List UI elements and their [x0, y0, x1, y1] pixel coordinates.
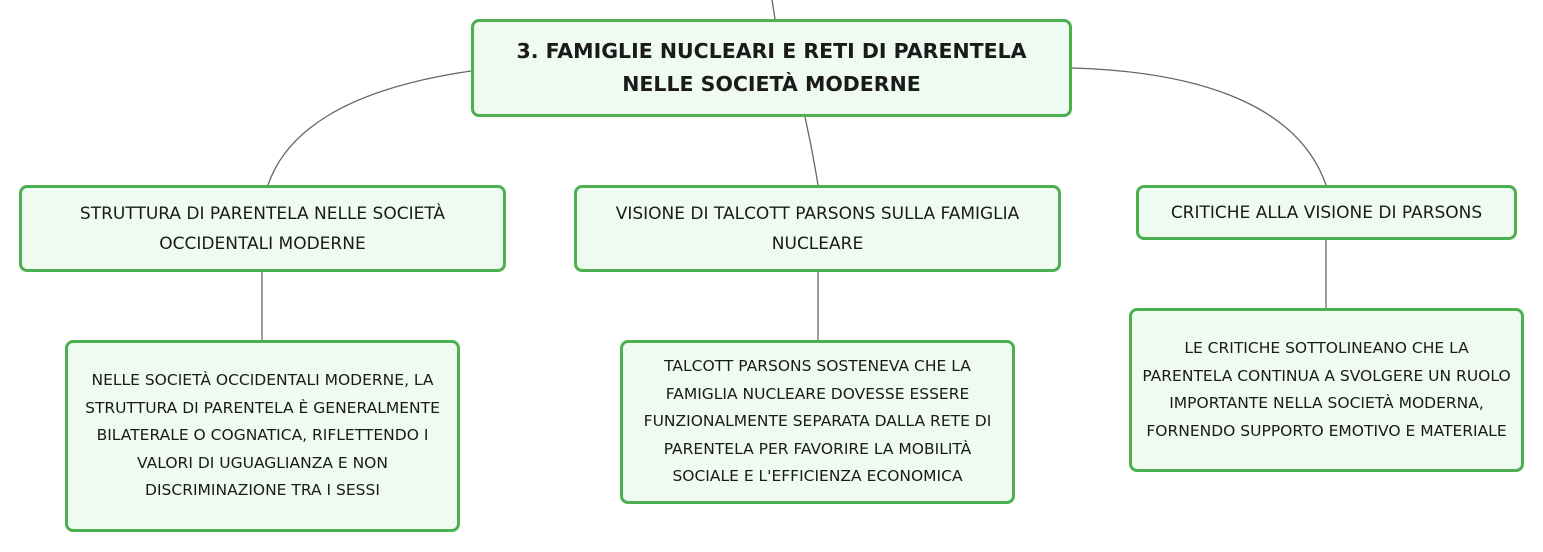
- topic-label-critiche-parsons: CRITICHE ALLA VISIONE DI PARSONS: [1170, 202, 1483, 223]
- topic-label-struttura-parentela: STRUTTURA DI PARENTELA NELLE SOCIETÀ OCCIDENTALI MODERNE: [79, 203, 446, 254]
- topic-node-struttura-parentela[interactable]: [19, 185, 506, 272]
- detail-node-visione-parsons[interactable]: [620, 340, 1015, 504]
- detail-text-struttura-parentela: NELLE SOCIETÀ OCCIDENTALI MODERNE, LA STRUTTURA DI PARENTELA È GENERALMENTE BILATERALE O COGNATICA, RIFLETTENDO I VALORI DI UGUAGLIANZA E NON DISCRIMINAZIONE TRA I SESSI: [85, 371, 440, 500]
- topic-label-visione-parsons: VISIONE DI TALCOTT PARSONS SULLA FAMIGLIA NUCLEARE: [615, 203, 1020, 254]
- connector-root-to-visione: [805, 117, 818, 185]
- detail-node-struttura-parentela[interactable]: [65, 340, 460, 532]
- connector-root-to-struttura: [268, 71, 471, 185]
- connector-root-to-critiche: [1072, 68, 1326, 185]
- topic-node-visione-parsons[interactable]: [574, 185, 1061, 272]
- root-topic-node[interactable]: [471, 19, 1072, 117]
- detail-node-critiche-parsons[interactable]: [1129, 308, 1524, 472]
- connector-parent-to-root: [772, 0, 775, 19]
- root-topic-label: 3. FAMIGLIE NUCLEARI E RETI DI PARENTELA NELLE SOCIETÀ MODERNE: [516, 39, 1027, 96]
- detail-text-visione-parsons: TALCOTT PARSONS SOSTENEVA CHE LA FAMIGLIA NUCLEARE DOVESSE ESSERE FUNZIONALMENTE SEPARATA DALLA RETE DI PARENTELA PER FAVORIRE LA MOBILITÀ SOCIALE E L'EFFICIENZA ECONOMICA: [643, 357, 992, 486]
- detail-text-critiche-parsons: LE CRITICHE SOTTOLINEANO CHE LA PARENTELA CONTINUA A SVOLGERE UN RUOLO IMPORTANTE NELLA SOCIETÀ MODERNA, FORNENDO SUPPORTO EMOTIVO E MATERIALE: [1142, 339, 1511, 440]
- topic-node-critiche-parsons[interactable]: [1136, 185, 1517, 240]
